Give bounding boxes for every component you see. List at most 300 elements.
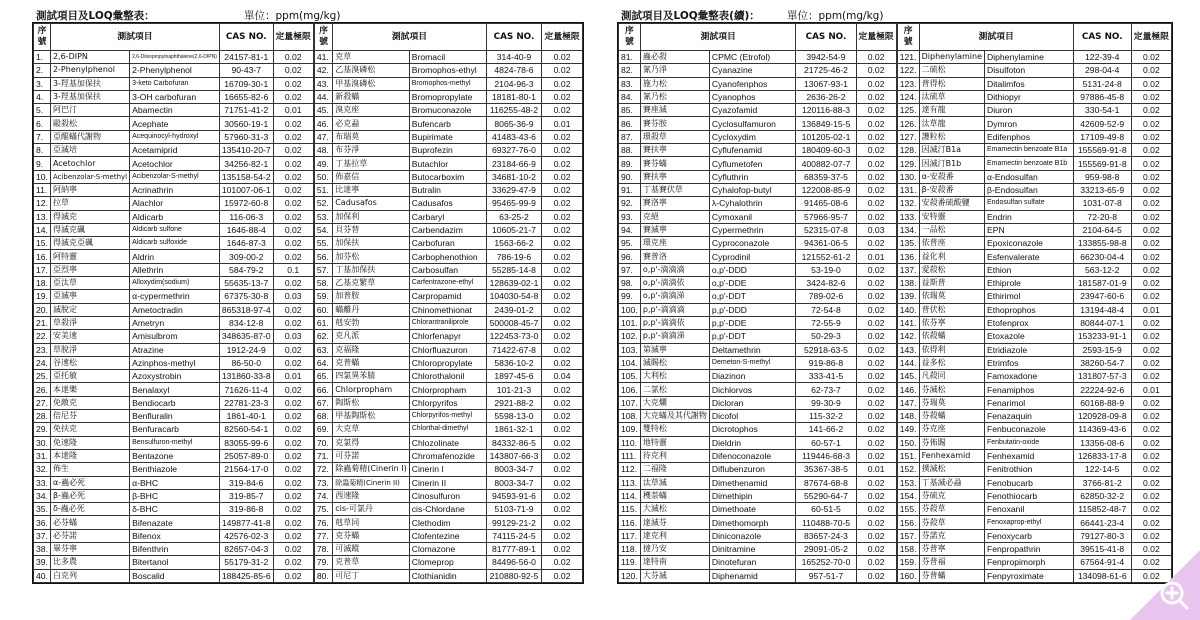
item-name-zh: 芬佈賜 <box>919 436 984 449</box>
item-name-en: Atrazine <box>130 343 220 356</box>
item-name-zh: 比多農 <box>50 556 129 569</box>
cas-number: 135158-54-2 <box>219 170 273 183</box>
cas-number: 333-41-5 <box>796 370 856 383</box>
cas-number: 133855-98-8 <box>1073 237 1131 250</box>
row-number: 142. <box>897 330 919 343</box>
item-name-en: Fenoxanil <box>985 503 1074 516</box>
table-row <box>619 117 897 130</box>
item-name-zh: 汰草滅 <box>640 476 709 489</box>
row-number: 49. <box>314 157 332 170</box>
item-name-zh: 草殺淨 <box>50 316 129 329</box>
item-name-en: Cyazofamid <box>709 104 796 117</box>
row-number: 48. <box>314 144 332 157</box>
row-number: 71. <box>314 449 332 462</box>
table-row <box>897 237 1171 250</box>
row-number: 29. <box>34 423 51 436</box>
cas-number: 83055-99-6 <box>219 436 273 449</box>
item-name-en: Cyanazine <box>709 64 796 77</box>
item-name-zh: 芬滅松 <box>919 383 984 396</box>
table-row <box>314 144 582 157</box>
loq-value: 0.02 <box>856 210 896 223</box>
table-row <box>314 529 582 542</box>
item-name-zh: 加普胺 <box>333 290 410 303</box>
item-name-zh: 丁基賽伏草 <box>640 183 709 196</box>
table-row <box>34 223 314 236</box>
item-name-en: Azinphos-methyl <box>130 356 220 369</box>
item-name-zh: 比達寧 <box>333 183 410 196</box>
row-number: 153. <box>897 476 919 489</box>
row-number: 22. <box>34 330 51 343</box>
item-name-en: Bensulfuron-methyl <box>130 436 220 449</box>
table-row <box>897 277 1171 290</box>
table-row <box>34 542 314 555</box>
loq-value: 0.02 <box>856 263 896 276</box>
row-number: 70. <box>314 436 332 449</box>
item-name-en: Clomazone <box>409 542 486 555</box>
table-row <box>897 197 1171 210</box>
cas-number: 42609-52-9 <box>1073 117 1131 130</box>
item-name-en: Dicloran <box>709 396 796 409</box>
item-name-en: Carbofuran <box>409 237 486 250</box>
table-row <box>314 263 582 276</box>
table-row <box>34 423 314 436</box>
table-row <box>619 556 897 569</box>
cas-number: 33629-47-9 <box>486 183 542 196</box>
loq-value: 0.02 <box>542 410 583 423</box>
cas-number: 41483-43-6 <box>486 130 542 143</box>
item-name-zh: 必芬諾 <box>50 529 129 542</box>
cas-number: 72-20-8 <box>1073 210 1131 223</box>
loq-value: 0.02 <box>273 130 313 143</box>
item-name-zh: 阿納寧 <box>50 183 129 196</box>
item-name-zh: 大克蟎及其代謝物 <box>640 410 709 423</box>
row-number: 94. <box>619 223 641 236</box>
item-name-zh: 免速隆 <box>50 436 129 449</box>
row-number: 30. <box>34 436 51 449</box>
item-header: 測試項目 <box>50 24 219 51</box>
cas-number: 5103-71-9 <box>486 503 542 516</box>
table-row <box>619 157 897 170</box>
cas-number: 309-00-2 <box>219 250 273 263</box>
item-name-zh: 甲基陶斯松 <box>333 410 410 423</box>
loq-value: 0.02 <box>273 183 313 196</box>
cas-number: 82657-04-3 <box>219 542 273 555</box>
cas-number: 79127-80-3 <box>1073 529 1131 542</box>
cas-number: 110488-70-5 <box>796 516 856 529</box>
table-row <box>314 503 582 516</box>
item-name-en: Famoxadone <box>985 370 1074 383</box>
row-number: 19. <box>34 290 51 303</box>
item-name-zh: 可滅蹤 <box>333 542 410 555</box>
cas-number: 52315-07-8 <box>796 223 856 236</box>
table-row <box>897 503 1171 516</box>
item-name-zh: 3-羥基加保扶 <box>50 77 129 90</box>
row-number: 104. <box>619 356 641 369</box>
row-number: 133. <box>897 210 919 223</box>
table-row <box>34 529 314 542</box>
item-name-en: Cyclosulfamuron <box>709 117 796 130</box>
table-row <box>314 423 582 436</box>
loq-value: 0.02 <box>542 556 583 569</box>
item-name-zh: 護粒松 <box>919 130 984 143</box>
item-name-en: Dicrotophos <box>709 423 796 436</box>
loq-value: 0.02 <box>273 277 313 290</box>
item-name-en: Butocarboxim <box>409 170 486 183</box>
row-number: 135. <box>897 237 919 250</box>
loq-value: 0.02 <box>856 423 896 436</box>
item-name-en: Carpropamid <box>409 290 486 303</box>
item-name-en: Carfentrazone-ethyl <box>409 277 486 290</box>
item-name-zh: 倍尼芬 <box>50 410 129 423</box>
item-name-zh: β-安殺番 <box>919 183 984 196</box>
table-row <box>619 144 897 157</box>
row-number: 118. <box>619 542 641 555</box>
item-name-zh: 甲基溴磷松 <box>333 77 410 90</box>
item-name-en: Cyflufenamid <box>709 144 796 157</box>
loq-value: 0.02 <box>856 370 896 383</box>
loq-value: 0.02 <box>273 436 313 449</box>
cas-number: 919-86-8 <box>796 356 856 369</box>
loq-value: 0.02 <box>1131 556 1171 569</box>
item-name-en: Ditalimfos <box>985 77 1074 90</box>
cas-number: 55285-14-8 <box>486 263 542 276</box>
item-name-en: Diphenamid <box>709 569 796 582</box>
cas-number: 60-51-5 <box>796 503 856 516</box>
row-number: 92. <box>619 197 641 210</box>
loq-value: 0.02 <box>542 144 583 157</box>
row-number: 41. <box>314 51 332 64</box>
cas-number: 99129-21-2 <box>486 516 542 529</box>
item-name-en: Chloropropylate <box>409 356 486 369</box>
row-number: 126. <box>897 117 919 130</box>
cas-number: 141-66-2 <box>796 423 856 436</box>
item-name-en: Dinitramine <box>709 542 796 555</box>
loq-value: 0.02 <box>273 516 313 529</box>
loq-value: 0.02 <box>542 237 583 250</box>
item-name-zh: 克氯得 <box>333 436 410 449</box>
item-name-en: Butralin <box>409 183 486 196</box>
loq-value: 0.02 <box>542 157 583 170</box>
item-name-zh: 草脫淨 <box>50 343 129 356</box>
loq-value: 0.02 <box>542 396 583 409</box>
item-name-en: Dicofol <box>709 410 796 423</box>
loq-header: 定量極限 <box>542 24 583 51</box>
table-row <box>314 396 582 409</box>
item-name-zh: o,p'-滴滴依 <box>640 277 709 290</box>
cas-header: CAS NO. <box>219 24 273 51</box>
loq-value: 0.01 <box>1131 303 1171 316</box>
row-number: 140. <box>897 303 919 316</box>
table-row <box>34 330 314 343</box>
loq-value: 0.02 <box>273 64 313 77</box>
loq-value: 0.02 <box>856 144 896 157</box>
loq-value: 0.02 <box>1131 330 1171 343</box>
loq-header: 定量極限 <box>273 24 313 51</box>
loq-value: 0.03 <box>273 330 313 343</box>
item-name-en: Acephate <box>130 117 220 130</box>
table-row <box>619 370 897 383</box>
item-name-en: Etrimfos <box>985 356 1074 369</box>
item-name-zh: 丁基滅必蝨 <box>919 476 984 489</box>
item-name-zh: 芬諾克 <box>919 529 984 542</box>
loq-value: 0.01 <box>273 104 313 117</box>
cas-number: 17109-49-8 <box>1073 130 1131 143</box>
row-number: 115. <box>619 503 641 516</box>
item-name-zh: 芬普蟎 <box>919 569 984 582</box>
item-name-en: Bromopropylate <box>409 90 486 103</box>
item-name-zh: 撻乃安 <box>640 542 709 555</box>
loq-value: 0.02 <box>1131 210 1171 223</box>
zoom-button[interactable] <box>1120 540 1200 620</box>
row-number: 67. <box>314 396 332 409</box>
item-name-zh: 大利松 <box>640 370 709 383</box>
item-name-en: Fenazaquin <box>985 410 1074 423</box>
item-name-zh: 依殺蟎 <box>919 330 984 343</box>
item-name-zh: 可尼丁 <box>333 569 410 582</box>
item-name-zh: 西速隆 <box>333 489 410 502</box>
row-number: 113. <box>619 476 641 489</box>
item-name-en: Benfluralin <box>130 410 220 423</box>
cas-number: 16655-82-6 <box>219 90 273 103</box>
item-name-zh: 溴克座 <box>333 104 410 117</box>
table-row <box>314 516 582 529</box>
item-name-zh: 一品松 <box>919 223 984 236</box>
table-row <box>619 290 897 303</box>
cas-number: 136849-15-5 <box>796 117 856 130</box>
table-row <box>897 104 1171 117</box>
loq-value: 0.02 <box>856 117 896 130</box>
row-number: 68. <box>314 410 332 423</box>
loq-value: 0.02 <box>856 51 896 64</box>
cas-number: 67375-30-8 <box>219 290 273 303</box>
loq-value: 0.02 <box>856 316 896 329</box>
cas-number: 68359-37-5 <box>796 170 856 183</box>
table-row <box>34 489 314 502</box>
loq-value: 0.02 <box>1131 170 1171 183</box>
cas-number: 69327-76-0 <box>486 144 542 157</box>
page-right <box>617 0 1173 584</box>
row-number: 15. <box>34 237 51 250</box>
cas-number: 104030-54-8 <box>486 290 542 303</box>
item-name-en: Disulfoton <box>985 64 1074 77</box>
cas-number: 116-06-3 <box>219 210 273 223</box>
row-number: 28. <box>34 410 51 423</box>
row-number: 53. <box>314 210 332 223</box>
cas-number: 97886-45-8 <box>1073 90 1131 103</box>
row-number: 86. <box>619 117 641 130</box>
row-number: 109. <box>619 423 641 436</box>
item-name-zh: 佈生 <box>50 463 129 476</box>
table-half <box>33 23 314 583</box>
item-name-en: Aldicarb sulfoxide <box>130 237 220 250</box>
item-name-en: p,p'-DDT <box>709 330 796 343</box>
item-name-zh: 益多松 <box>919 356 984 369</box>
table-row <box>314 104 582 117</box>
item-name-zh: 汰硫草 <box>919 90 984 103</box>
item-name-zh: 四氯異苯腈 <box>333 370 410 383</box>
loq-value: 0.02 <box>1131 223 1171 236</box>
cas-number: 2921-88-2 <box>486 396 542 409</box>
item-name-en: Bentazone <box>130 449 220 462</box>
loq-value: 0.02 <box>542 516 583 529</box>
item-name-en: Bupirimate <box>409 130 486 143</box>
loq-value: 0.02 <box>1131 436 1171 449</box>
cas-number: 319-85-7 <box>219 489 273 502</box>
row-number: 132. <box>897 197 919 210</box>
row-number: 128. <box>897 144 919 157</box>
table-row <box>619 436 897 449</box>
item-name-en: Azoxystrobin <box>130 370 220 383</box>
table-row <box>34 210 314 223</box>
item-name-en: Aldrin <box>130 250 220 263</box>
item-name-en: Etofenprox <box>985 316 1074 329</box>
loq-value: 0.02 <box>273 556 313 569</box>
item-name-en: Esfenvalerate <box>985 250 1074 263</box>
table-row <box>314 130 582 143</box>
cas-number: 319-86-8 <box>219 503 273 516</box>
cas-number: 38260-54-7 <box>1073 356 1131 369</box>
item-name-en: Bromacil <box>409 51 486 64</box>
loq-value: 0.02 <box>1131 370 1171 383</box>
item-name-zh: 汰草龍 <box>919 117 984 130</box>
row-number: 51. <box>314 183 332 196</box>
item-name-zh: 得滅克 <box>50 210 129 223</box>
item-name-zh: 撲滅松 <box>919 463 984 476</box>
row-number: 20. <box>34 303 51 316</box>
cas-number: 1563-66-2 <box>486 237 542 250</box>
cas-number: 563-12-2 <box>1073 263 1131 276</box>
loq-value: 0.02 <box>1131 356 1171 369</box>
row-number: 102. <box>619 330 641 343</box>
item-name-zh: 拉草 <box>50 197 129 210</box>
loq-table <box>32 22 584 584</box>
table-row <box>314 542 582 555</box>
loq-value: 0.02 <box>542 476 583 489</box>
row-number: 54. <box>314 223 332 236</box>
table-half <box>897 23 1172 583</box>
loq-value: 0.02 <box>542 489 583 502</box>
loq-value: 0.02 <box>542 183 583 196</box>
loq-value: 0.02 <box>1131 64 1171 77</box>
cas-number: 500008-45-7 <box>486 316 542 329</box>
item-name-zh: 大克爛 <box>640 396 709 409</box>
loq-value: 0.02 <box>273 449 313 462</box>
loq-value: 0.02 <box>856 489 896 502</box>
loq-value: 0.02 <box>273 51 313 64</box>
row-number: 131. <box>897 183 919 196</box>
row-number: 139. <box>897 290 919 303</box>
item-name-zh: 達特南 <box>640 556 709 569</box>
loq-value: 0.02 <box>542 316 583 329</box>
row-number: 11. <box>34 183 51 196</box>
item-name-en: Ametryn <box>130 316 220 329</box>
item-name-en: Fenbutatin-oxide <box>985 436 1074 449</box>
cas-number: 60168-88-9 <box>1073 396 1131 409</box>
table-row <box>34 237 314 250</box>
cas-number: 23947-60-6 <box>1073 290 1131 303</box>
item-name-en: Chlorothalonil <box>409 370 486 383</box>
loq-value: 0.02 <box>1131 542 1171 555</box>
item-name-en: Fenothiocarb <box>985 489 1074 502</box>
table-row <box>619 396 897 409</box>
table-row <box>619 542 897 555</box>
row-number: 6. <box>34 117 51 130</box>
table-row <box>619 250 897 263</box>
cas-number: 789-02-6 <box>796 290 856 303</box>
loq-value: 0.02 <box>542 343 583 356</box>
table-row <box>34 144 314 157</box>
table-row <box>314 330 582 343</box>
row-number: 129. <box>897 157 919 170</box>
loq-value: 0.02 <box>542 223 583 236</box>
item-name-en: α-cypermethrin <box>130 290 220 303</box>
page-header <box>32 0 584 22</box>
cas-number: 114369-43-6 <box>1073 423 1131 436</box>
row-number: 42. <box>314 64 332 77</box>
table-row <box>897 144 1171 157</box>
row-number: 4. <box>34 90 51 103</box>
item-name-zh: 賽座滅 <box>640 104 709 117</box>
row-number: 90. <box>619 170 641 183</box>
row-number: 21. <box>34 316 51 329</box>
item-name-en: Ametoctradin <box>130 303 220 316</box>
loq-value: 0.02 <box>273 197 313 210</box>
row-number: 18. <box>34 277 51 290</box>
loq-value: 0.02 <box>273 569 313 582</box>
row-number: 159. <box>897 556 919 569</box>
row-number: 105. <box>619 370 641 383</box>
cas-number: 122008-85-9 <box>796 183 856 196</box>
item-name-zh: p,p'-滴滴涕 <box>640 330 709 343</box>
item-name-en: Fenamiphos <box>985 383 1074 396</box>
cas-number: 42576-02-3 <box>219 529 273 542</box>
item-name-en: Cinosulfuron <box>409 489 486 502</box>
item-name-zh: 阿特靈 <box>50 250 129 263</box>
item-name-zh: 克普草 <box>333 556 410 569</box>
loq-value: 0.02 <box>1131 250 1171 263</box>
item-name-zh: 白克列 <box>50 569 129 582</box>
loq-value: 0.02 <box>856 556 896 569</box>
row-number: 32. <box>34 463 51 476</box>
item-name-en: Fenarimol <box>985 396 1074 409</box>
cas-number: 87674-68-8 <box>796 476 856 489</box>
cas-number: 119446-68-3 <box>796 449 856 462</box>
table-row <box>897 436 1171 449</box>
loq-value: 0.02 <box>542 210 583 223</box>
item-name-zh: 依瑞莫 <box>919 290 984 303</box>
cas-number: 72-54-8 <box>796 303 856 316</box>
item-name-zh: 益化利 <box>919 250 984 263</box>
row-number: 121. <box>897 51 919 64</box>
item-name-en: Clofentezine <box>409 529 486 542</box>
table-row <box>619 303 897 316</box>
row-number: 120. <box>619 569 641 582</box>
loq-value: 0.02 <box>856 183 896 196</box>
item-name-zh: 賽扶寧 <box>640 144 709 157</box>
loq-value: 0.02 <box>1131 449 1171 462</box>
cas-number: 50-29-3 <box>796 330 856 343</box>
cas-number: 21564-17-0 <box>219 463 273 476</box>
cas-number: 122-39-4 <box>1073 51 1131 64</box>
item-name-zh: 克福隆 <box>333 343 410 356</box>
item-name-en: λ-Cyhalothrin <box>709 197 796 210</box>
table-row <box>897 330 1171 343</box>
item-name-zh: 克芬蟎 <box>333 529 410 542</box>
row-number: 96. <box>619 250 641 263</box>
row-number: 138. <box>897 277 919 290</box>
loq-value: 0.02 <box>856 383 896 396</box>
item-name-zh: 蟲必殺 <box>640 51 709 64</box>
